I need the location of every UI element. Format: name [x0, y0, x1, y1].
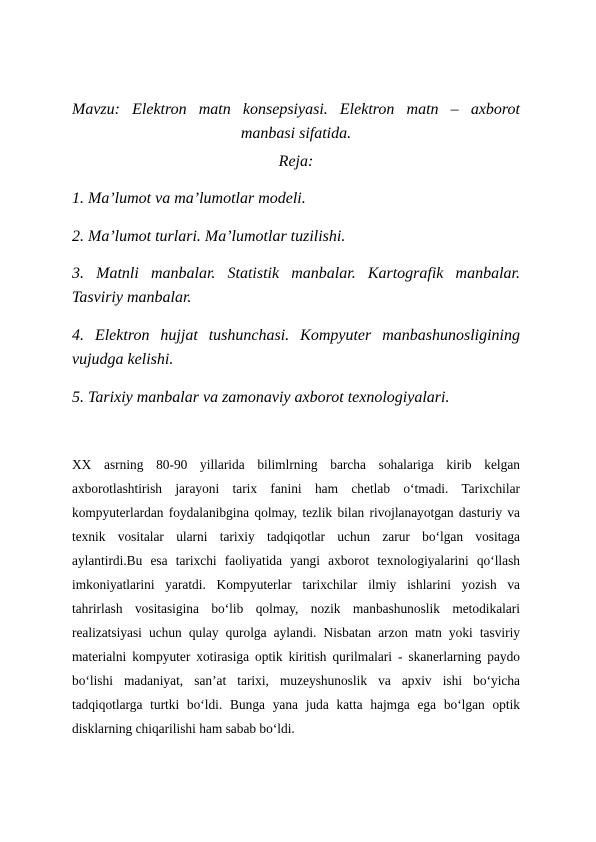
- plan-item: 5. Tarixiy manbalar va zamonaviy axborot texnologiyalari.: [72, 389, 450, 406]
- plan-item: 1. Ma’lumot va ma’lumotlar modeli.: [72, 190, 306, 207]
- body-paragraph: XX asrning 80-90 yillarida bilimlrning barcha sohalariga kirib kelgan axborotlashtirish jarayoni tarix fanini ham chetlab o‘tmadi. Tarixchilar kompyuterlardan foydalanibgina qolmay, tezlik bilan rivojlanayotgan dasturiy va texnik vositalar ularni tarixiy tadqiqotlar uchun zarur bo‘lgan vositaga aylantirdi.Bu esa tarixchi faoliyatida yangi axborot texnologiyalarini qo‘llash imkoniyatlarini yaratdi. Kompyuterlar tarixchilar ilmiy ishlarini yozish va tahrirlash vositasigina bo‘lib qolmay, nozik manbashunoslik metodikalari realizatsiyasi uchun qulay qurolga aylandi. Nisbatan arzon matn yoki tasviriy materialni kompyuter xotirasiga optik kiritish qurilmalari - skanerlarning paydo bo‘lishi madaniyat, san’at tarixi, muzeyshunoslik va apxiv ishi bo‘yicha tadqiqotlarga turtki bo‘ldi. Bunga yana juda katta hajmga ega bo‘lgan optik disklarning chiqarilishi ham sabab bo‘ldi.: [72, 457, 520, 736]
- plan-item: 3. Matnli manbalar. Statistik manbalar. Kartografik manbalar. Tasviriy manbalar.: [72, 265, 520, 306]
- document-title: Mavzu: Elektron matn konsepsiyasi. Elektron matn – axborot manbasi sifatida.: [72, 101, 520, 142]
- plan-heading: Reja:: [278, 153, 314, 170]
- plan-item: 2. Ma’lumot turlari. Ma’lumotlar tuzilishi.: [72, 228, 346, 245]
- plan-item: 4. Elektron hujjat tushunchasi. Kompyuter manbashunosligining vujudga kelishi.: [72, 327, 520, 368]
